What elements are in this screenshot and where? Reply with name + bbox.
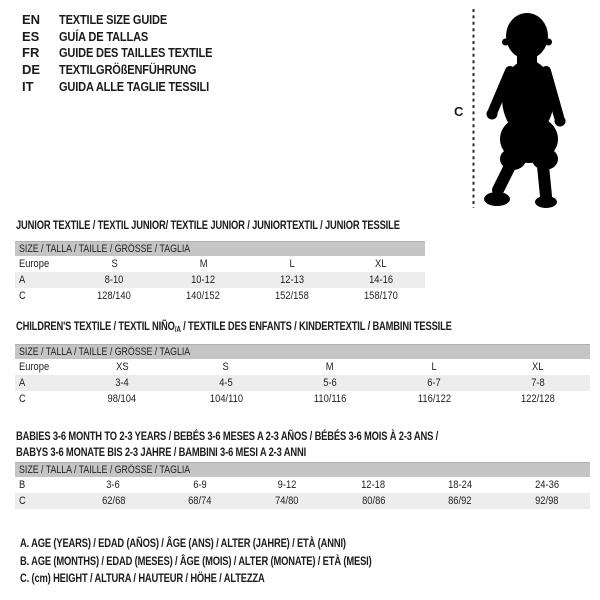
size-table [15,462,590,509]
table-row [15,256,425,272]
table-cell: 128/140 [97,290,132,302]
legend-note: B. AGE (MONTHS) / EDAD (MESES) / ÂGE (MOIS) / ALTER (MONATE) / ETÀ (MESI) [20,553,372,568]
table-title [16,318,575,338]
table-title-line: JUNIOR TEXTILE / TEXTIL JUNIOR/ TEXTILE JUNIOR / JUNIORTEXTIL / JUNIOR TESSILE [16,218,400,232]
table-cell: XS [115,361,129,373]
table-title [16,428,557,460]
table-cell: 62/68 [101,495,126,507]
height-dotted-line [471,7,476,210]
guide-title: GUIDA ALLE TAGLIE TESSILI [59,79,210,95]
language-code: IT [22,79,34,95]
language-row [22,28,239,45]
row-label: Europe [19,258,50,270]
language-list [22,11,239,95]
size-table [15,344,590,407]
table-cell: 12-18 [361,479,386,491]
baby-silhouette-icon [483,8,579,208]
table-cell: 158/170 [363,290,398,302]
legend-note: C. (cm) HEIGHT / ALTURA / HAUTEUR / HÖHE / ALTEZZA [20,571,265,586]
table-cell: M [326,361,334,373]
row-label: A [19,274,26,286]
table-cell: 18-24 [448,479,472,491]
language-row [22,45,239,62]
table-row [15,375,590,391]
table-cell: S [222,361,230,373]
language-code: EN [22,11,41,27]
row-label: C [19,495,26,507]
table-cell: 4-5 [219,377,233,389]
size-header-text: SIZE / TALLA / TAILLE / GRÖSSE / TAGLIA [19,243,191,255]
table-cell: 9-12 [277,479,297,491]
height-label: C [454,104,464,119]
table-row [15,477,590,493]
size-header-text: SIZE / TALLA / TAILLE / GRÖSSE / TAGLIA [19,346,191,358]
row-label: Europe [19,361,50,373]
table-cell: 98/104 [107,393,137,405]
table-cell: 152/158 [274,290,309,302]
table-title-line: BABYS 3-6 MONATE BIS 2-3 JAHRE / BAMBINI 3-6 MESI A 2-3 ANNI [16,445,307,459]
table-cell: 7-8 [531,377,545,389]
table-cell: 6-7 [427,377,441,389]
size-header-text: SIZE / TALLA / TAILLE / GRÖSSE / TAGLIA [19,464,191,476]
table-cell: 104/110 [209,393,243,405]
row-label: B [19,479,26,491]
size-header-band [15,462,590,477]
language-row [22,61,239,78]
guide-title: TEXTILE SIZE GUIDE [59,11,168,27]
guide-title: GUÍA DE TALLAS [59,28,149,44]
table-cell: L [289,258,295,270]
table-cell: M [199,258,208,270]
table-cell: 86/92 [448,495,472,507]
table-title [16,217,508,233]
row-label: C [19,393,26,405]
table-cell: 80/86 [361,495,386,507]
legend-note: A. AGE (YEARS) / EDAD (AÑOS) / ÂGE (ANS) / ALTER (JAHRE) / ETÀ (ANNI) [20,536,346,550]
table-cell: XL [374,258,387,270]
table-cell: 92/98 [534,495,559,507]
table-cell: 24-36 [534,479,559,491]
table-row [15,493,590,509]
language-row [22,78,239,95]
language-row [22,11,239,28]
table-cell: 122/128 [521,393,555,405]
table-cell: 140/152 [186,290,221,302]
size-header-band [15,241,425,256]
guide-title: GUIDE DES TAILLES TEXTILE [59,45,213,61]
table-row [15,359,590,375]
table-title-line: CHILDREN'S TEXTILE / TEXTIL NIÑO/A / TEXTILE DES ENFANTS / KINDERTEXTIL / BAMBINI TESSILE [16,319,452,334]
table-cell: 3-4 [115,377,129,389]
size-table [15,241,425,304]
language-code: ES [22,28,40,44]
table-cell: 6-9 [193,479,207,491]
row-label: C [19,290,26,302]
table-cell: 116/122 [417,393,451,405]
table-row [15,288,425,304]
table-cell: 12-13 [279,274,304,286]
table-row [15,272,425,288]
table-cell: 68/74 [188,495,212,507]
table-cell: 74/80 [274,495,299,507]
guide-title: TEXTILGRÖßENFÜHRUNG [59,62,197,78]
table-cell: 10-12 [191,274,216,286]
table-cell: 3-6 [106,479,121,491]
table-cell: 5-6 [323,377,337,389]
size-header-band [15,344,590,359]
language-code: FR [22,45,40,61]
table-cell: S [111,258,118,270]
table-title-line: BABIES 3-6 MONTH TO 2-3 YEARS / BEBÉS 3-6 MESES A 2-3 AÑOS / BÉBÉS 3-6 MOIS À 2-3 ANS / [16,429,439,443]
table-cell: 14-16 [368,274,393,286]
table-cell: 110/116 [313,393,347,405]
table-cell: L [431,361,437,373]
table-cell: XL [532,361,544,373]
table-row [15,391,590,407]
row-label: A [19,377,26,389]
legend-notes [20,535,471,588]
table-cell: 8-10 [105,274,124,286]
language-code: DE [22,62,41,78]
